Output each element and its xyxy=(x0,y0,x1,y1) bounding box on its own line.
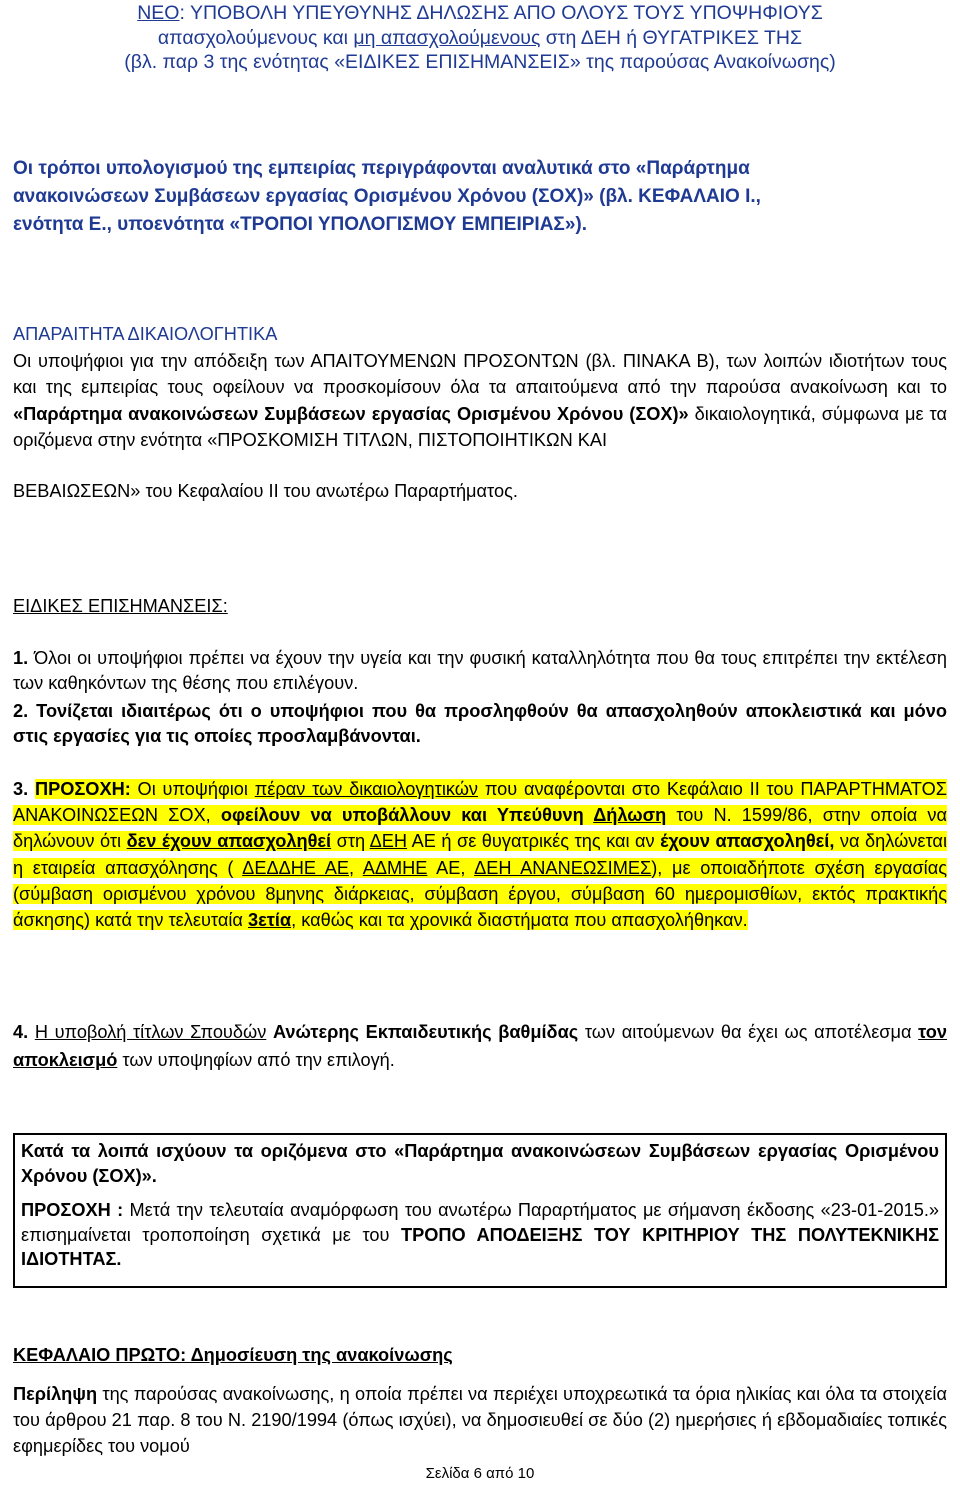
notice-box-p2-text: Μετά την τελευταία αναμόρφωση του ανωτέρω Παραρτήματος με σήμανση έκδοσης «23-01-2015.» επισημαίνεται τροποποίηση σχετικά με του xyxy=(21,1200,939,1245)
required-docs-last-line: ΒΕΒΑΙΩΣΕΩΝ» του Κεφαλαίου ΙΙ του ανωτέρω Παραρτήματος. xyxy=(13,481,518,501)
note-3-c: πέραν των δικαιολογητικών xyxy=(254,779,479,799)
notice-box xyxy=(13,1133,947,1288)
note-3-s: ), με οποιαδήποτε σχέση εργασίας (σύμβαση ορισμένου χρόνου 8μηνης διάρκειας, σύμβαση έργου, σύμβαση 60 ημερομισθίων, εκτός πρακτικής άσκησης) κατά την τελευταία xyxy=(13,857,947,931)
experience-paragraph xyxy=(13,155,947,239)
note-1-number: 1. xyxy=(13,648,29,668)
note-4-number: 4. xyxy=(13,1022,29,1042)
special-notes-heading: ΕΙΔΙΚΕΣ ΕΠΙΣΗΜΑΝΣΕΙΣ: xyxy=(13,596,228,616)
note-3-f: Δήλωση xyxy=(593,805,667,826)
notice-box-p2-bold: ΤΡΟΠΟ ΑΠΟΔΕΙΞΗΣ ΤΟΥ ΚΡΙΤΗΡΙΟΥ ΤΗΣ ΠΟΛΥΤΕΚΝΙΚΗΣ ΙΔΙΟΤΗΤΑΣ. xyxy=(21,1224,939,1270)
note-3-t: 3ετία xyxy=(247,910,292,931)
note-1-text: Όλοι οι υποψήφιοι πρέπει να έχουν την υγεία και την φυσική καταλληλότητα που θα τους επιτρέπει την εκτέλεση των καθηκόντων της θέσης που επιλέγουν. xyxy=(13,648,947,693)
note-3-o xyxy=(354,858,363,878)
note-4-e: των αιτούμενων θα έχει ως αποτέλεσμα xyxy=(578,1022,919,1042)
note-2-number: 2. xyxy=(13,701,29,721)
note-3-b: Οι υποψήφιοι xyxy=(130,779,255,799)
page-number: Σελίδα 6 από 10 xyxy=(425,1465,535,1482)
experience-line3: ενότητα Ε., υποενότητα «ΤΡΟΠΟΙ ΥΠΟΛΟΓΙΣΜΟΥ ΕΜΠΕΙΡΙΑΣ»). xyxy=(13,214,587,235)
required-docs-heading: ΑΠΑΡΑΙΤΗΤΑ ΔΙΚΑΙΟΛΟΓΗΤΙΚΑ xyxy=(13,324,278,344)
note-4-c xyxy=(266,1022,273,1042)
header-line2-b: μη απασχολούμενους xyxy=(353,26,541,49)
note-3-i: στη xyxy=(331,831,370,852)
note-3 xyxy=(13,776,947,933)
experience-line1: Οι τρόποι υπολογισμού της εμπειρίας περιγράφονται αναλυτικά στο «Παράρτημα xyxy=(13,158,750,179)
required-docs-end-a: δικαιολογητικά, σύμφωνα με τα οριζόμενα στην ενότητα «ΠΡΟΣΚΟΜΙΣΗ ΤΙΤΛΩΝ, ΠΙΣΤΟΠΟΙΗΤΙΚΩΝ ΚΑΙ xyxy=(13,403,947,450)
note-4-b: Η υποβολή τίτλων Σπουδών xyxy=(34,1022,267,1042)
note-3-g: του Ν. 1599/86, στην οποία να δηλώνουν ότι xyxy=(13,805,947,852)
chapter-heading: ΚΕΦΑΛΑΙΟ ΠΡΩΤΟ: Δημοσίευση της ανακοίνωσης xyxy=(13,1345,453,1365)
note-4-f: τον αποκλεισμό xyxy=(13,1022,947,1070)
notice-box-p2 xyxy=(21,1198,939,1272)
required-docs-annex: «Παράρτημα ανακοινώσεων Συμβάσεων εργασίας Ορισμένου Χρόνου (ΣΟΧ)» xyxy=(13,403,689,424)
header-new-label: ΝΕΟ xyxy=(137,2,180,24)
note-4 xyxy=(13,1018,947,1074)
header-line3: (βλ. παρ 3 της ενότητας «ΕΙΔΙΚΕΣ ΕΠΙΣΗΜΑΝΣΕΙΣ» της παρούσας Ανακοίνωσης) xyxy=(124,51,836,73)
note-2-text: Τονίζεται ιδιαιτέρως ότι ο υποψήφιοι που θα προσληφθούν θα απασχοληθούν αποκλειστικά και μόνο στις εργασίες για τις οποίες προσλαμβάνονται. xyxy=(13,701,947,746)
required-docs-paragraph xyxy=(13,348,947,453)
note-3-l: έχουν απασχοληθεί, xyxy=(660,831,835,852)
chapter-summary-text: της παρούσας ανακοίνωσης, η οποία πρέπει να περιέχει υποχρεωτικά τα όρια ηλικίας και όλα τα στοιχεία του άρθρου 21 παρ. 8 του Ν. 2190/1994 (όπως ισχύει), να δημοσιευθεί σε δύο (2) ημερήσιες ή εβδομαδιαίες τοπικές εφημερίδες του νομού xyxy=(13,1384,947,1456)
note-3-k: ΑΕ ή σε θυγατρικές της και αν xyxy=(407,831,661,852)
experience-line2: ανακοινώσεων Συμβάσεων εργασίας Ορισμένου Χρόνου (ΣΟΧ)» (βλ. ΚΕΦΑΛΑΙΟ Ι., xyxy=(13,186,761,207)
required-docs-text: Οι υποψήφιοι για την απόδειξη των ΑΠΑΙΤΟΥΜΕΝΩΝ ΠΡΟΣΟΝΤΩΝ (βλ. ΠΙΝΑΚΑ Β), των λοιπών ιδιοτήτων τους και της εμπειρίας τους οφείλουν να προσκομίσουν όλα τα απαιτούμενα από την παρούσα ανακοίνωση και το xyxy=(13,351,947,398)
note-3-j: ΔΕΗ xyxy=(369,831,408,852)
note-3-e: οφείλουν να υποβάλλουν και Υπεύθυνη xyxy=(220,805,594,826)
note-3-n: ΔΕΔΔΗΕ ΑΕ, xyxy=(242,857,355,878)
note-4-d: Ανώτερης Εκπαιδευτικής βαθμίδας xyxy=(272,1022,579,1042)
header-line1: : ΥΠΟΒΟΛΗ ΥΠΕΥΘΥΝΗΣ ΔΗΛΩΣΗΣ ΑΠΟ ΟΛΟΥΣ ΤΟΥΣ ΥΠΟΨΗΦΙΟΥΣ xyxy=(179,2,823,24)
note-3-p: ΑΔΜΗΕ xyxy=(362,857,428,878)
note-1 xyxy=(13,646,947,695)
note-3-u: , καθώς και τα χρονικά διαστήματα που απασχολήθηκαν. xyxy=(291,910,748,931)
note-3-attention: ΠΡΟΣΟΧΗ: xyxy=(34,779,131,799)
note-4-a xyxy=(28,1022,35,1042)
header-line2-c: στη ΔΕΗ ή ΘΥΓΑΤΡΙΚΕΣ ΤΗΣ xyxy=(540,26,803,49)
note-3-number: 3. xyxy=(13,779,29,799)
chapter-paragraph xyxy=(13,1381,947,1459)
header-line2-a: απασχολούμενους και xyxy=(157,26,354,49)
note-3-q: ΑΕ, xyxy=(427,857,475,878)
note-3-m: να δηλώνεται η εταιρεία απασχόλησης ( xyxy=(13,831,947,878)
notice-box-p1: Κατά τα λοιπά ισχύουν τα οριζόμενα στο «Παράρτημα ανακοινώσεων Συμβάσεων εργασίας Ορισμένου Χρόνου (ΣΟΧ)». xyxy=(21,1141,939,1186)
note-2 xyxy=(13,699,947,748)
note-3-r: ΔΕΗ ΑΝΑΝΕΩΣΙΜΕΣ xyxy=(474,857,652,878)
note-3-d: που αναφέρονται στο Κεφάλαιο ΙΙ του ΠΑΡΑΡΤΗΜΑΤΟΣ ΑΝΑΚΟΙΝΩΣΕΩΝ ΣΟΧ, xyxy=(13,779,947,826)
notice-box-attention: ΠΡΟΣΟΧΗ : xyxy=(21,1200,124,1221)
notice-header xyxy=(13,1,947,75)
note-3-h: δεν έχουν απασχοληθεί xyxy=(126,831,332,852)
chapter-summary-label: Περίληψη xyxy=(13,1384,98,1404)
note-4-g: των υποψηφίων από την επιλογή. xyxy=(117,1050,395,1070)
